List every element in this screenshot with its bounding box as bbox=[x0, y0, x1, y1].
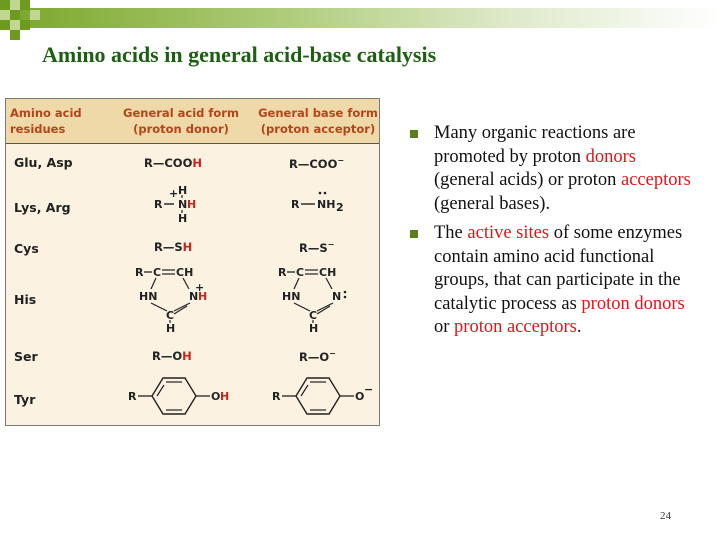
svg-text:CH: CH bbox=[319, 266, 337, 279]
deco-square bbox=[30, 10, 40, 20]
highlight-donors: donors bbox=[585, 146, 636, 167]
svg-text:R: R bbox=[272, 390, 281, 403]
deco-square bbox=[10, 20, 20, 30]
square-bullet-icon bbox=[410, 130, 418, 138]
residue-lys-arg: Lys, Arg bbox=[14, 200, 71, 215]
bullet-text: (general acids) or proton bbox=[434, 170, 621, 190]
residue-ser: Ser bbox=[14, 349, 38, 364]
svg-text:O: O bbox=[211, 390, 221, 403]
svg-text:2: 2 bbox=[336, 201, 344, 214]
svg-text:H: H bbox=[309, 322, 319, 335]
bullet-text: The bbox=[434, 223, 468, 243]
header-acid-line2: (proton donor) bbox=[133, 122, 229, 136]
acid-form-his bbox=[131, 264, 236, 334]
svg-text:H: H bbox=[166, 322, 176, 335]
svg-text:N: N bbox=[178, 198, 188, 211]
header-acid-line1: General acid form bbox=[123, 106, 239, 120]
svg-text:H: H bbox=[178, 184, 188, 197]
svg-text:HN: HN bbox=[139, 290, 158, 303]
svg-text:R: R bbox=[291, 198, 300, 211]
highlight-proton-donors: proton donors bbox=[581, 293, 685, 314]
svg-text:CH: CH bbox=[176, 266, 194, 279]
svg-text:H: H bbox=[187, 198, 197, 211]
header-base-line2: (proton acceptor) bbox=[260, 122, 376, 136]
base-form-ser: R—O− bbox=[299, 349, 336, 364]
bullet-item bbox=[408, 122, 693, 216]
acid-form-lys-arg bbox=[136, 183, 216, 227]
svg-text:N: N bbox=[189, 290, 199, 303]
bullet-list bbox=[408, 122, 693, 346]
svg-text:−: − bbox=[364, 383, 374, 396]
table-header bbox=[6, 99, 379, 144]
svg-text:C: C bbox=[166, 309, 175, 322]
amino-acid-table bbox=[5, 98, 380, 426]
deco-square bbox=[10, 10, 20, 20]
svg-text:HN: HN bbox=[282, 290, 301, 303]
svg-text:+: + bbox=[195, 281, 205, 294]
base-form-lys-arg bbox=[281, 183, 361, 227]
bullet-text: Many organic reactions are promoted by proton bbox=[434, 123, 636, 167]
deco-square bbox=[20, 0, 30, 10]
svg-text:R: R bbox=[135, 266, 144, 279]
svg-text:+: + bbox=[169, 187, 179, 200]
svg-text:C: C bbox=[153, 266, 162, 279]
deco-square bbox=[0, 20, 10, 30]
residue-cys: Cys bbox=[14, 241, 39, 256]
base-form-glu-asp: R—COO− bbox=[289, 156, 345, 171]
svg-text:O: O bbox=[355, 390, 365, 403]
base-form-his bbox=[274, 264, 379, 334]
highlight-proton-acceptors: proton acceptors bbox=[454, 317, 577, 337]
base-form-cys: R—S− bbox=[299, 240, 335, 255]
residue-glu-asp: Glu, Asp bbox=[14, 155, 73, 170]
bullet-item bbox=[408, 222, 693, 340]
deco-square bbox=[10, 30, 20, 40]
svg-text:C: C bbox=[309, 309, 318, 322]
bullet-text: or bbox=[434, 317, 455, 337]
bullet-text: of some enzymes contain amino acid functional groups, that can participate in the catalytic process as bbox=[434, 223, 683, 314]
svg-text:H: H bbox=[178, 212, 188, 225]
deco-square bbox=[10, 0, 20, 10]
highlight-active-sites: active sites bbox=[467, 223, 550, 243]
page-number: 24 bbox=[660, 510, 671, 522]
acid-form-glu-asp: R—COOH bbox=[144, 156, 202, 170]
acid-form-tyr bbox=[124, 373, 244, 419]
highlight-acceptors: acceptors bbox=[620, 170, 691, 190]
svg-text:R: R bbox=[128, 390, 137, 403]
header-residues bbox=[10, 105, 94, 137]
bullet-text: (general bases). bbox=[434, 193, 551, 214]
square-bullet-icon bbox=[410, 230, 418, 238]
header-residues-line2: residues bbox=[10, 122, 66, 136]
header-gradient-bar bbox=[0, 8, 720, 28]
svg-text:C: C bbox=[296, 266, 305, 279]
svg-text:NH: NH bbox=[317, 198, 336, 211]
bullet-text: . bbox=[576, 317, 582, 337]
base-form-tyr bbox=[268, 373, 378, 419]
svg-text:H: H bbox=[198, 290, 208, 303]
header-base-form bbox=[256, 105, 380, 137]
svg-text:H: H bbox=[220, 390, 230, 403]
svg-text:N: N bbox=[332, 290, 342, 303]
acid-form-ser: R—OH bbox=[152, 349, 192, 363]
header-residues-line1: Amino acid bbox=[10, 106, 82, 120]
residue-his: His bbox=[14, 292, 37, 307]
svg-text:R: R bbox=[278, 266, 287, 279]
header-base-line1: General base form bbox=[258, 106, 378, 120]
deco-square bbox=[0, 10, 10, 20]
residue-tyr: Tyr bbox=[14, 392, 36, 407]
deco-square bbox=[20, 20, 30, 30]
slide-title: Amino acids in general acid-base catalysis bbox=[42, 42, 437, 67]
deco-square bbox=[0, 0, 10, 10]
acid-form-cys: R—SH bbox=[154, 240, 193, 254]
header-acid-form bbox=[110, 105, 252, 137]
svg-text:R: R bbox=[154, 198, 163, 211]
